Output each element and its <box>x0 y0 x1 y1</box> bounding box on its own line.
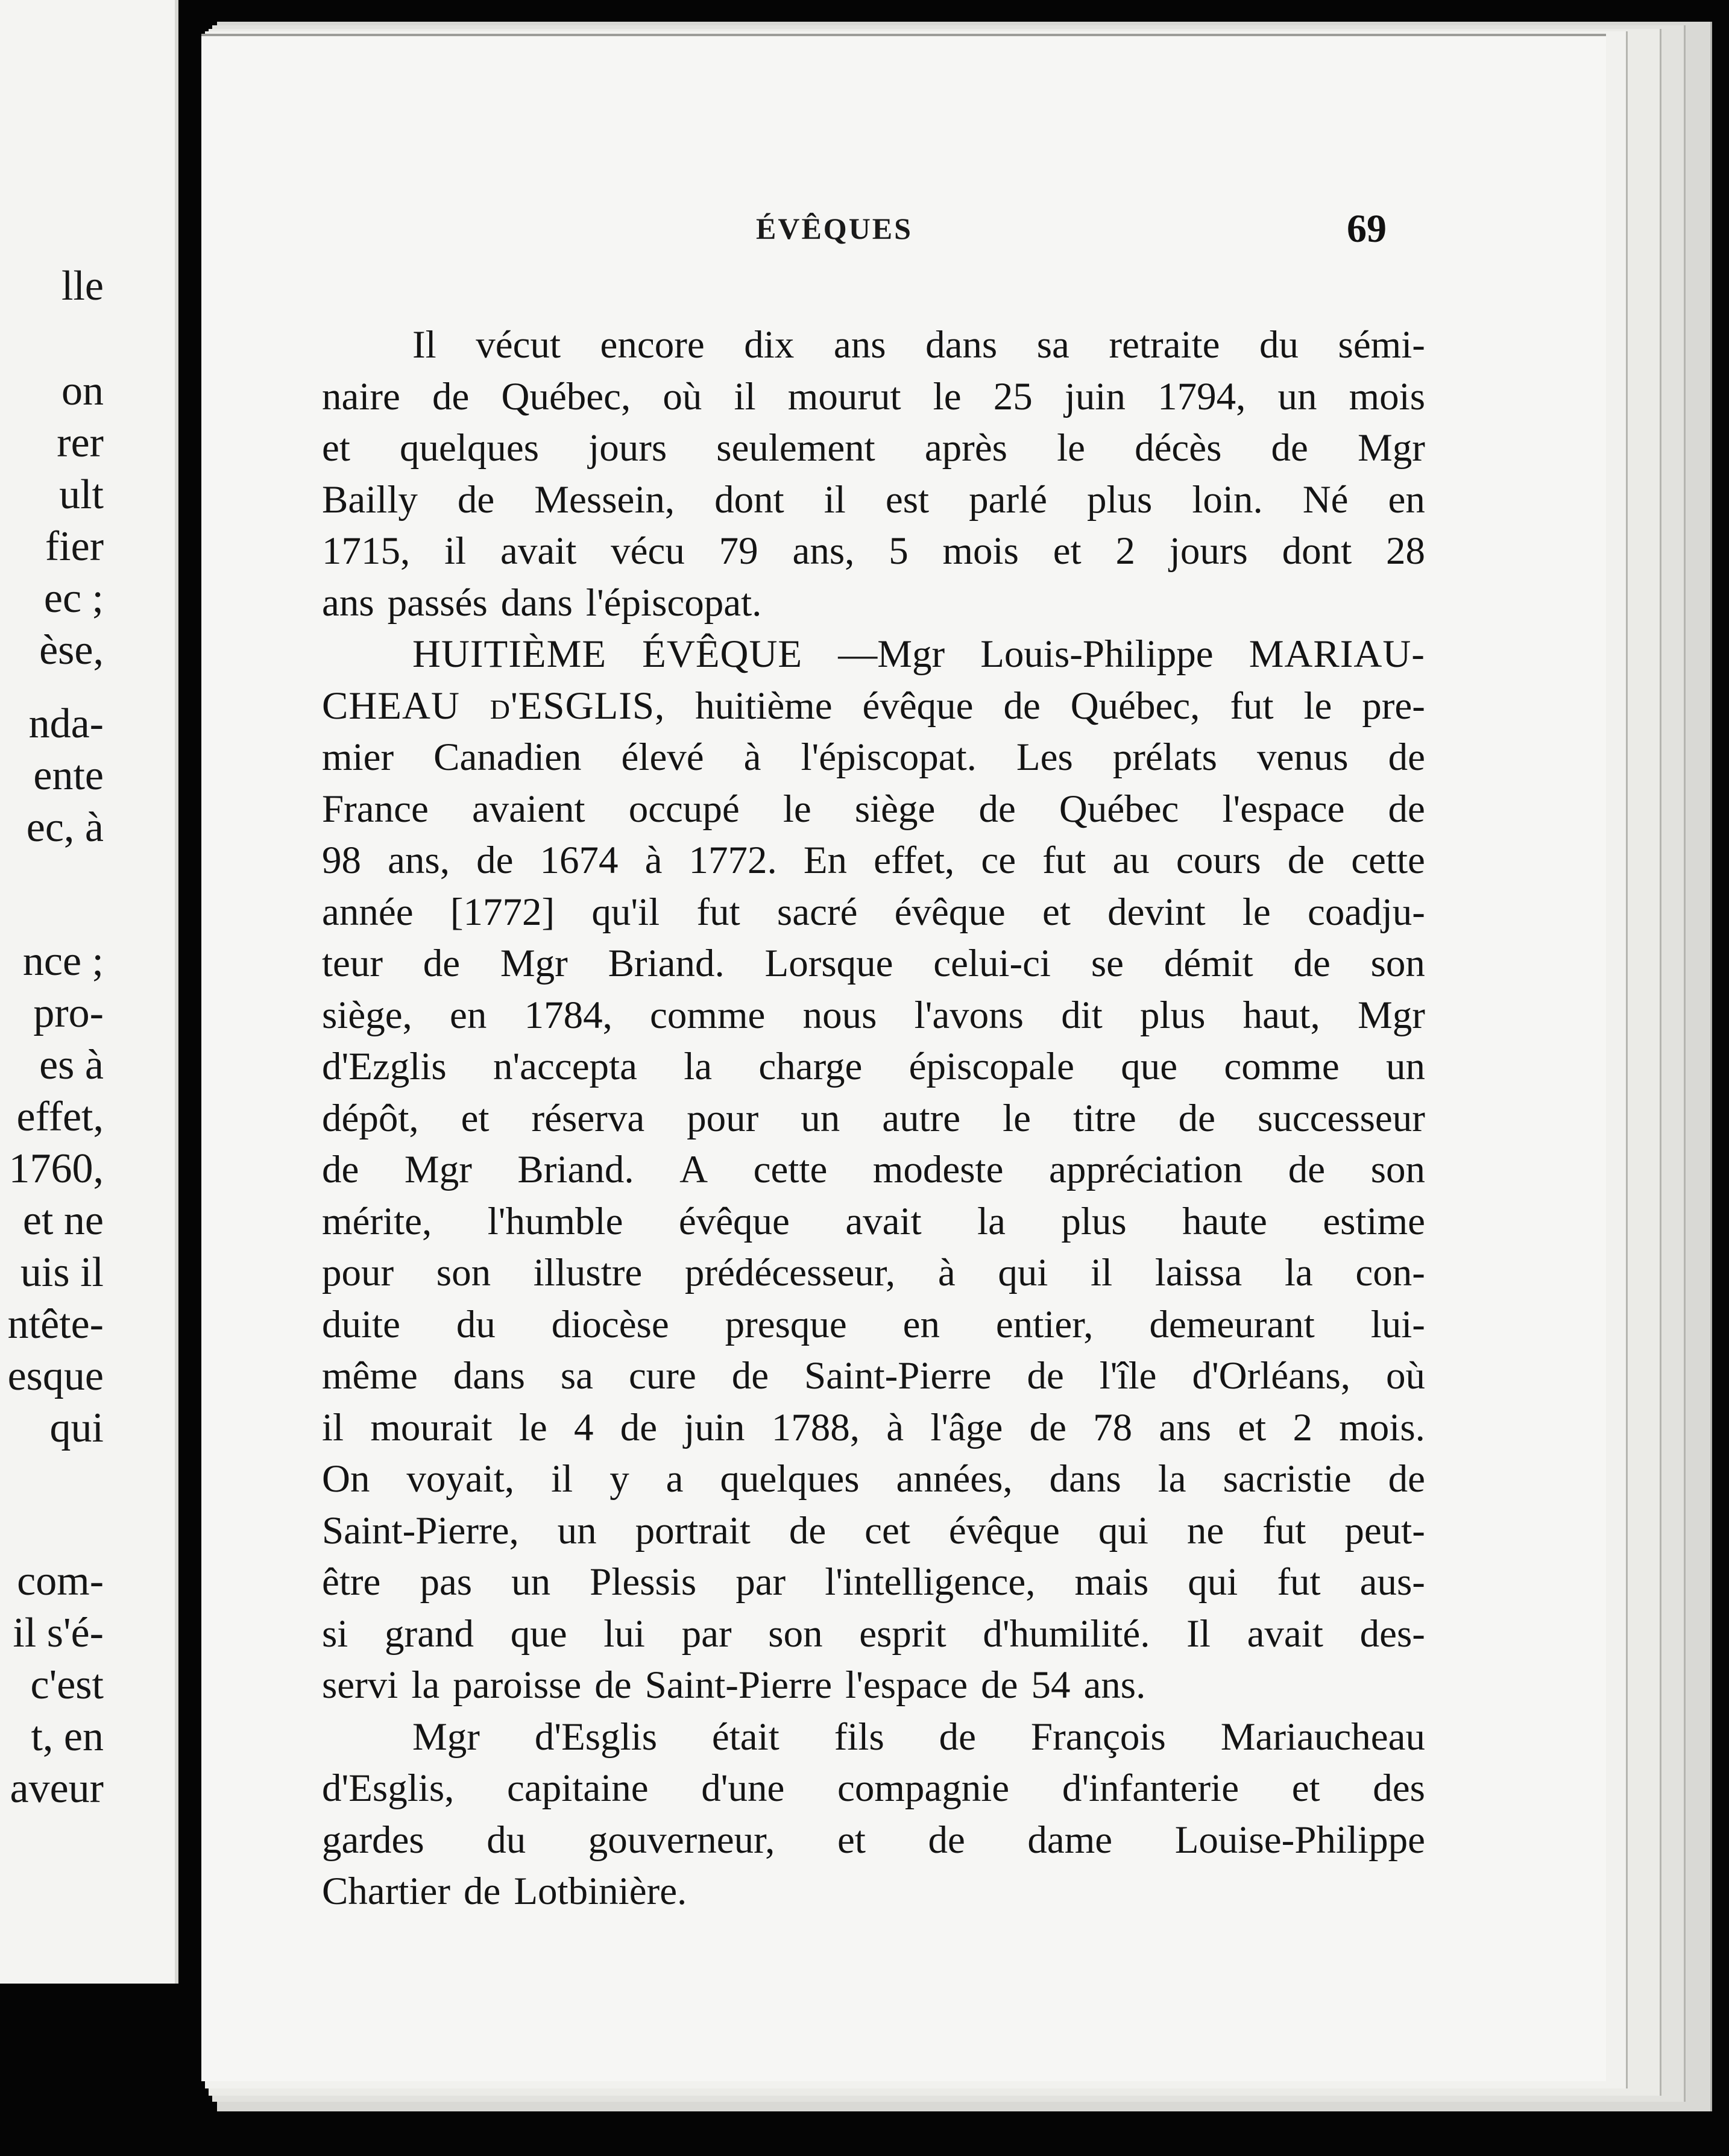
text-line: Bailly de Messein, dont il est parlé plus loin. Né en <box>322 478 1425 522</box>
running-head <box>201 207 1606 265</box>
text-line: de Mgr Briand. A cette modeste appréciation de son <box>322 1148 1425 1191</box>
text-line: d'Esglis, capitaine d'une compagnie d'infanterie et des <box>322 1767 1425 1810</box>
left-line-fragment: ec ; <box>43 575 104 622</box>
text-line: ans passés dans l'épiscopat. <box>322 581 762 625</box>
text-line: servi la paroisse de Saint-Pierre l'espace de 54 ans. <box>322 1663 1146 1707</box>
left-line-fragment: t, en <box>31 1713 104 1760</box>
left-line-fragment: aveur <box>10 1765 104 1812</box>
text-line: même dans sa cure de Saint-Pierre de l'île d'Orléans, où <box>322 1354 1425 1398</box>
text-line: siège, en 1784, comme nous l'avons dit plus haut, Mgr <box>322 993 1425 1037</box>
left-line-fragment: es à <box>39 1042 104 1088</box>
left-line-fragment: il s'é- <box>13 1610 104 1656</box>
text-line: pour son illustre prédécesseur, à qui il laissa la con- <box>322 1251 1425 1294</box>
body-text <box>322 320 1425 1918</box>
text-line: être pas un Plessis par l'intelligence, mais qui fut aus- <box>322 1560 1425 1604</box>
left-line-fragment: èse, <box>39 627 104 673</box>
left-line-fragment: pro- <box>33 990 104 1036</box>
left-line-fragment: fier <box>45 523 104 570</box>
text-line: naire de Québec, où il mourut le 25 juin 1794, un mois <box>322 374 1425 418</box>
left-line-fragment: et ne <box>22 1197 104 1244</box>
text-line: gardes du gouverneur, et de dame Louise-Philippe <box>322 1818 1425 1862</box>
left-line-fragment: lle <box>61 263 104 309</box>
left-line-fragment: ult <box>59 471 104 518</box>
text-line: 1715, il avait vécu 79 ans, 5 mois et 2 jours dont 28 <box>322 529 1425 573</box>
left-line-fragment: c'est <box>30 1662 104 1708</box>
text-line: d'Ezglis n'accepta la charge épiscopale que comme un <box>322 1045 1425 1088</box>
text-line: Saint-Pierre, un portrait de cet évêque qui ne fut peut- <box>322 1508 1425 1552</box>
left-line-fragment: esque <box>7 1353 104 1399</box>
left-line-fragment: ntête- <box>7 1301 104 1348</box>
text-line: année [1772] qu'il fut sacré évêque et devint le coadju- <box>322 890 1425 934</box>
text-line: mier Canadien élevé à l'épiscopat. Les prélats venus de <box>322 736 1425 779</box>
page-number: 69 <box>1347 207 1387 251</box>
left-line-fragment: uis il <box>20 1249 104 1296</box>
left-line-fragment: on <box>61 368 104 414</box>
text-line: 98 ans, de 1674 à 1772. En effet, ce fut au cours de cette <box>322 839 1425 882</box>
text-line: si grand que lui par son esprit d'humilité. Il avait des- <box>322 1612 1425 1656</box>
book-page <box>201 34 1606 2081</box>
left-line-fragment: nda- <box>28 701 104 747</box>
text-line: On voyait, il y a quelques années, dans la sacristie de <box>322 1457 1425 1501</box>
left-line-fragment: qui <box>49 1405 104 1451</box>
text-line: France avaient occupé le siège de Québec l'espace de <box>322 787 1425 831</box>
text-line: et quelques jours seulement après le décès de Mgr <box>322 426 1425 470</box>
left-line-fragment: effet, <box>16 1094 104 1140</box>
running-title: ÉVÊQUES <box>756 212 913 245</box>
left-line-fragment: com- <box>17 1558 104 1604</box>
text-line: il mourait le 4 de juin 1788, à l'âge de 78 ans et 2 mois. <box>322 1405 1425 1449</box>
left-line-fragment: 1760, <box>8 1146 104 1192</box>
text-line: teur de Mgr Briand. Lorsque celui-ci se démit de son <box>322 942 1425 985</box>
text-line: Il vécut encore dix ans dans sa retraite du sémi- <box>412 323 1425 367</box>
left-line-fragment: ente <box>33 752 104 799</box>
text-line: CHEAU d'ESGLIS, huitième évêque de Québec, fut le pre- <box>322 684 1425 728</box>
text-line: Mgr d'Esglis était fils de François Mariaucheau <box>412 1715 1425 1759</box>
left-line-fragment: nce ; <box>22 938 104 985</box>
left-line-fragment: rer <box>57 420 104 466</box>
text-line: duite du diocèse presque en entier, demeurant lui- <box>322 1302 1425 1346</box>
text-line: HUITIÈME ÉVÊQUE —Mgr Louis-Philippe MARIAU- <box>412 632 1425 676</box>
previous-page-fragment <box>0 0 178 1984</box>
text-line: mérite, l'humble évêque avait la plus haute estime <box>322 1199 1425 1243</box>
left-line-fragment: ec, à <box>26 804 104 851</box>
text-line: dépôt, et réserva pour un autre le titre de successeur <box>322 1096 1425 1140</box>
text-line: Chartier de Lotbinière. <box>322 1870 687 1913</box>
